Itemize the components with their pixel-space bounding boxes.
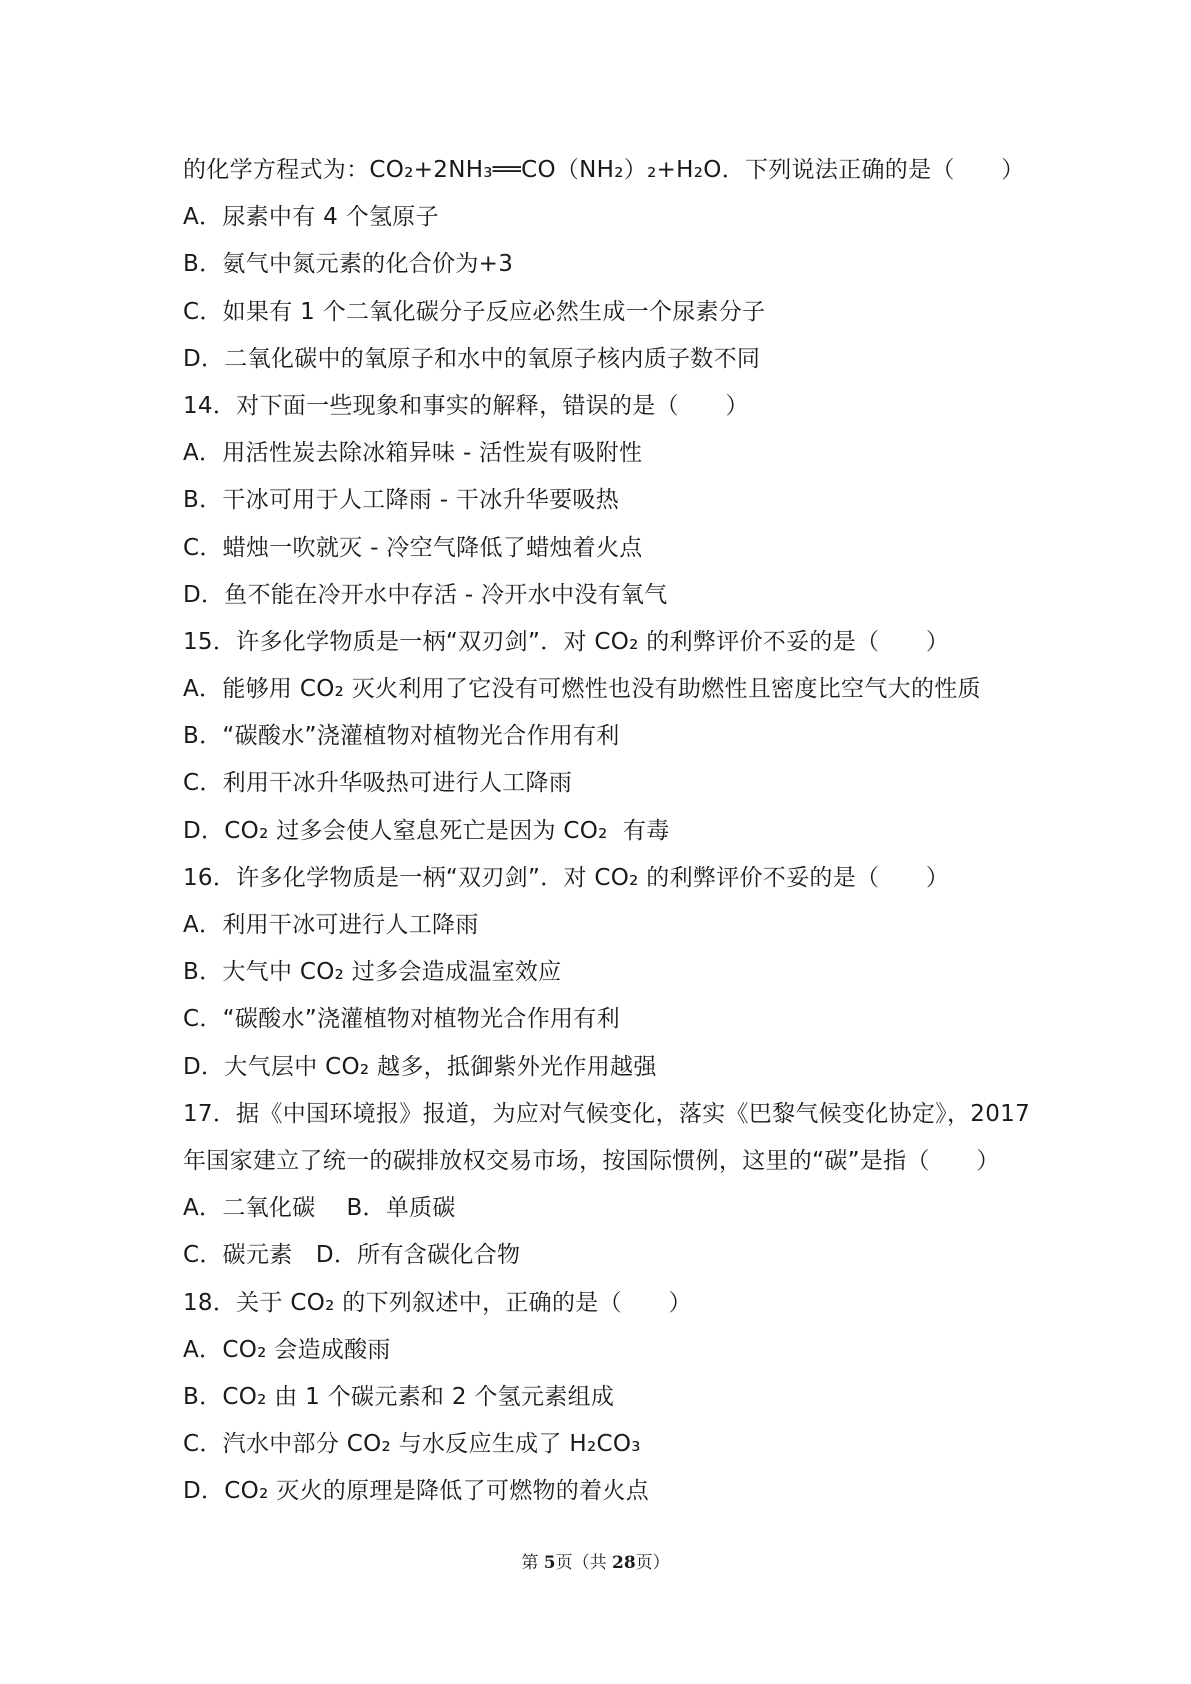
text-line bbox=[183, 1138, 1043, 1185]
text-line bbox=[183, 194, 1043, 241]
line-text: A．利用干冰可进行人工降雨 bbox=[183, 912, 479, 938]
text-line bbox=[183, 147, 1043, 194]
line-text: A．用活性炭去除冰箱异味 - 活性炭有吸附性 bbox=[183, 440, 643, 467]
text-line bbox=[183, 241, 1043, 288]
line-text: C．“碳酸水”浇灌植物对植物光合作用有利 bbox=[183, 1006, 620, 1033]
footer-suffix: 页） bbox=[635, 1553, 670, 1573]
text-line bbox=[183, 855, 1043, 902]
text-line bbox=[183, 1327, 1043, 1374]
line-text: 15．许多化学物质是一柄“双刃剑”．对 CO₂ 的利弊评价不妥的是（ ） bbox=[183, 628, 950, 655]
text-line bbox=[183, 808, 1043, 855]
line-text: 年国家建立了统一的碳排放权交易市场，按国际惯例，这里的“碳”是指（ ） bbox=[183, 1147, 1000, 1174]
text-line bbox=[183, 1044, 1043, 1091]
line-text: C．利用干冰升华吸热可进行人工降雨 bbox=[183, 770, 573, 797]
line-text: 的化学方程式为：CO₂+2NH₃══CO（NH₂）₂+H₂O．下列说法正确的是（ ） bbox=[183, 157, 1025, 183]
text-line bbox=[183, 619, 1043, 666]
text-line bbox=[183, 525, 1043, 572]
line-text: 16．许多化学物质是一柄“双刃剑”．对 CO₂ 的利弊评价不妥的是（ ） bbox=[183, 864, 950, 891]
line-text: A．尿素中有 4 个氢原子 bbox=[183, 204, 439, 231]
line-text: D．二氧化碳中的氧原子和水中的氧原子核内质子数不同 bbox=[183, 345, 761, 372]
footer-middle: 页（共 bbox=[555, 1553, 612, 1573]
line-text: 14．对下面一些现象和事实的解释，错误的是（ ） bbox=[183, 392, 749, 419]
footer-page-number: 5 bbox=[543, 1553, 556, 1573]
text-line bbox=[183, 383, 1043, 430]
page-content bbox=[183, 147, 1043, 1515]
line-text: B．氨气中氮元素的化合价为+3 bbox=[183, 251, 514, 278]
text-line bbox=[183, 1232, 1043, 1279]
text-line bbox=[183, 1468, 1043, 1515]
text-line bbox=[183, 1091, 1043, 1138]
text-line bbox=[183, 949, 1043, 996]
page-footer bbox=[0, 1548, 1191, 1573]
text-line bbox=[183, 1280, 1043, 1327]
text-line bbox=[183, 666, 1043, 713]
line-text: 17．据《中国环境报》报道，为应对气候变化，落实《巴黎气候变化协定》，2017 bbox=[183, 1100, 1030, 1127]
line-text: B．“碳酸水”浇灌植物对植物光合作用有利 bbox=[183, 723, 620, 750]
line-text: B．CO₂ 由 1 个碳元素和 2 个氢元素组成 bbox=[183, 1383, 615, 1410]
line-text: C．如果有 1 个二氧化碳分子反应必然生成一个尿素分子 bbox=[183, 298, 766, 325]
line-text: D．CO₂ 过多会使人窒息死亡是因为 CO₂ 有毒 bbox=[183, 817, 670, 844]
line-text: B．大气中 CO₂ 过多会造成温室效应 bbox=[183, 959, 562, 986]
text-line bbox=[183, 477, 1043, 524]
text-line bbox=[183, 760, 1043, 807]
line-text: A．CO₂ 会造成酸雨 bbox=[183, 1336, 391, 1363]
line-text: C．碳元素 D．所有含碳化合物 bbox=[183, 1242, 521, 1269]
text-line bbox=[183, 336, 1043, 383]
line-text: B．干冰可用于人工降雨 - 干冰升华要吸热 bbox=[183, 487, 619, 514]
line-text: D．鱼不能在冷开水中存活 - 冷开水中没有氧气 bbox=[183, 581, 668, 608]
text-line bbox=[183, 430, 1043, 477]
line-text: C．蜡烛一吹就灭 - 冷空气降低了蜡烛着火点 bbox=[183, 534, 643, 561]
text-line bbox=[183, 289, 1043, 336]
text-line bbox=[183, 1421, 1043, 1468]
line-text: 18．关于 CO₂ 的下列叙述中，正确的是（ ） bbox=[183, 1289, 692, 1316]
footer-total-pages: 28 bbox=[611, 1553, 636, 1573]
text-line bbox=[183, 572, 1043, 619]
text-line bbox=[183, 996, 1043, 1043]
line-text: A．能够用 CO₂ 灭火利用了它没有可燃性也没有助燃性且密度比空气大的性质 bbox=[183, 676, 981, 703]
line-text: A．二氧化碳 B．单质碳 bbox=[183, 1195, 456, 1222]
line-text: D．CO₂ 灭火的原理是降低了可燃物的着火点 bbox=[183, 1478, 650, 1505]
text-line bbox=[183, 1374, 1043, 1421]
footer-prefix: 第 bbox=[521, 1553, 544, 1573]
line-text: D．大气层中 CO₂ 越多，抵御紫外光作用越强 bbox=[183, 1053, 657, 1080]
line-text: C．汽水中部分 CO₂ 与水反应生成了 H₂CO₃ bbox=[183, 1431, 641, 1458]
text-line bbox=[183, 902, 1043, 949]
text-line bbox=[183, 713, 1043, 760]
text-line bbox=[183, 1185, 1043, 1232]
